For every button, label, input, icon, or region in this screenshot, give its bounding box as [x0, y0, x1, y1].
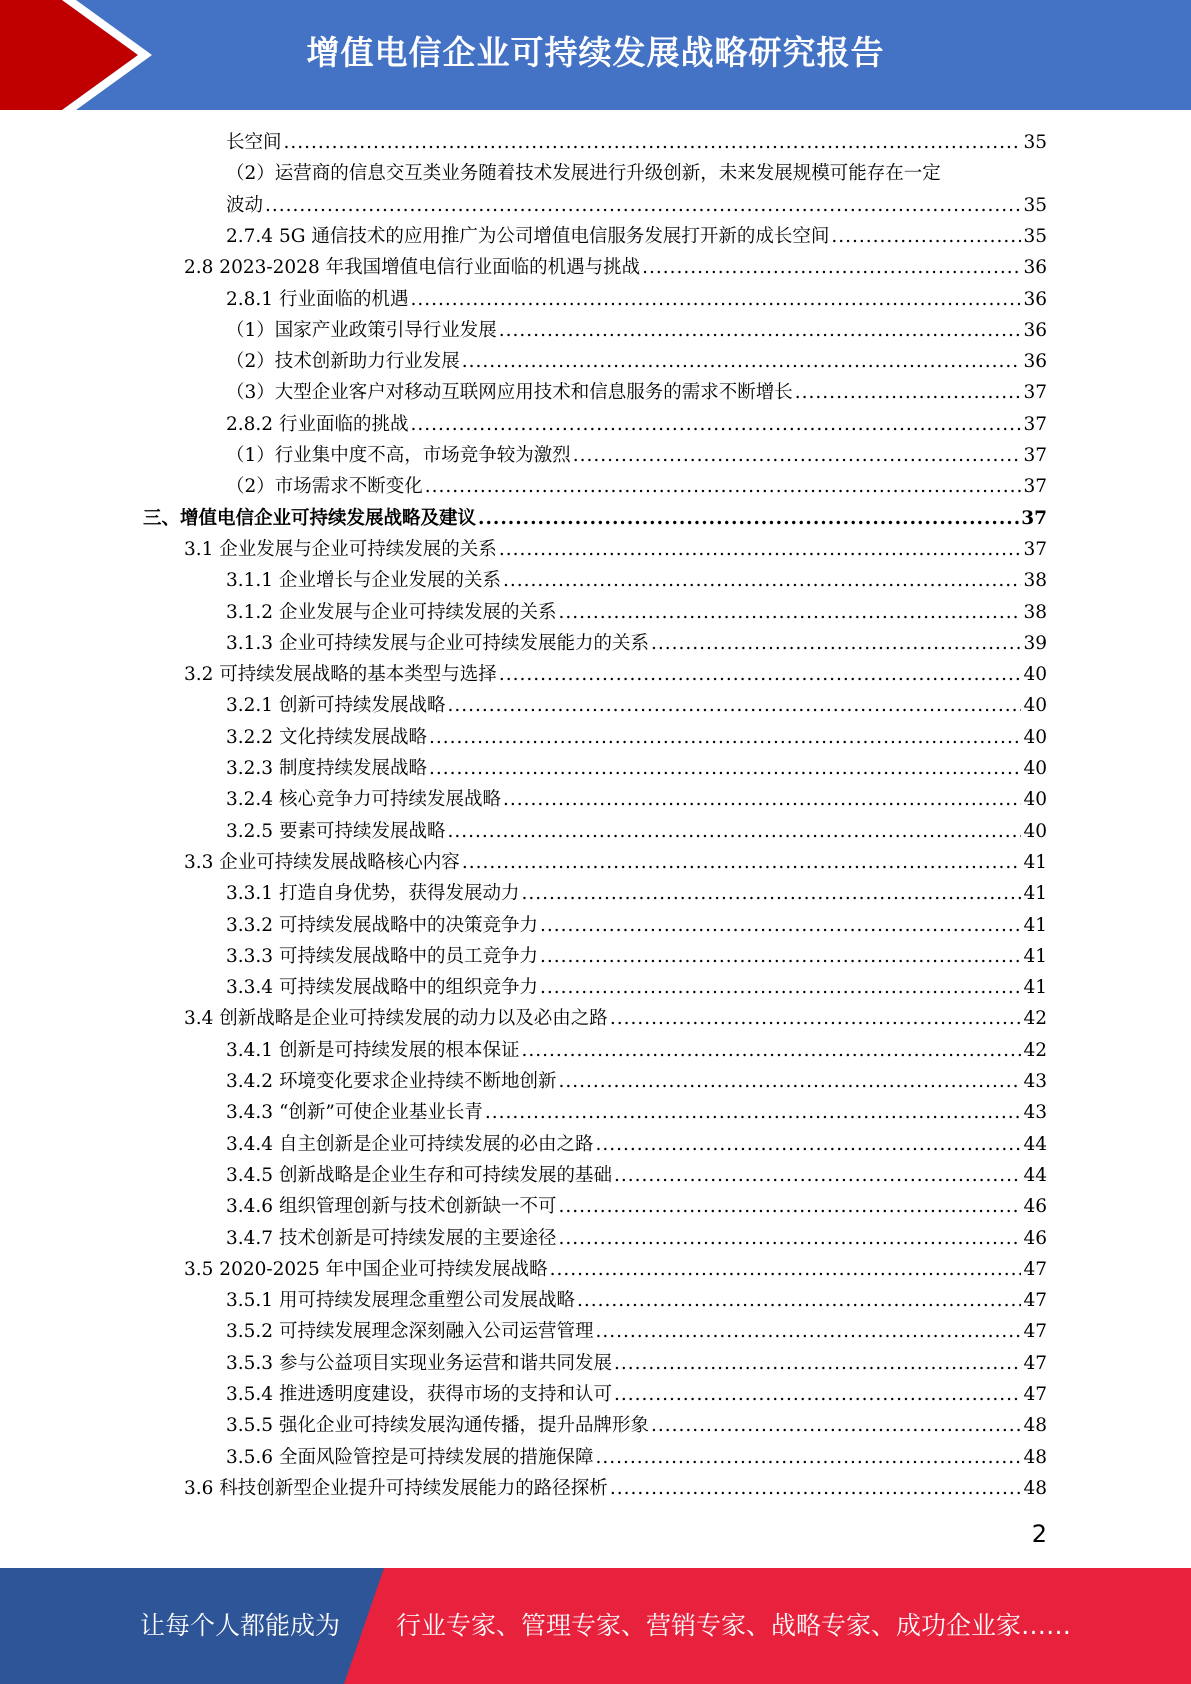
toc-leader-dots	[540, 910, 1021, 941]
toc-entry[interactable]	[226, 1410, 1047, 1441]
toc-entry-title: 3.4.5 创新战略是企业生存和可持续发展的基础	[226, 1164, 612, 1186]
toc-entry-page: 40	[1023, 820, 1047, 842]
toc-entry-title: 3.3.2 可持续发展战略中的决策竞争力	[226, 914, 538, 936]
toc-entry[interactable]	[226, 1379, 1047, 1410]
toc-entry-title: 波动	[226, 194, 264, 216]
toc-entry-page: 48	[1023, 1446, 1047, 1468]
toc-entry-page: 36	[1023, 351, 1047, 373]
toc-entry[interactable]	[226, 284, 1047, 315]
toc-entry-page: 47	[1023, 1384, 1047, 1405]
toc-entry-title: 3.3.4 可持续发展战略中的组织竞争力	[226, 977, 538, 999]
toc-leader-dots	[651, 628, 1021, 659]
toc-entry-title: 三、增值电信企业可持续发展战略及建议	[143, 507, 477, 529]
toc-entry[interactable]	[226, 1442, 1047, 1473]
toc-entry[interactable]	[226, 816, 1047, 847]
toc-entry-title: 3.2.2 文化持续发展战略	[226, 726, 427, 748]
toc-entry-title: 3.4 创新战略是企业可持续发展的动力以及必由之路	[184, 1008, 608, 1030]
toc-entry[interactable]	[226, 127, 1047, 158]
toc-entry-title: 2.8.1 行业面临的机遇	[226, 288, 409, 310]
toc-entry-title: 3.2.1 创新可持续发展战略	[226, 695, 446, 717]
toc-entry[interactable]	[226, 471, 1047, 502]
toc-entry-title: 3.5.2 可持续发展理念深刻融入公司运营管理	[226, 1321, 594, 1343]
toc-entry-title: 3.4.6 组织管理创新与技术创新缺一不可	[226, 1196, 557, 1218]
toc-entry-page: 37	[1023, 382, 1047, 404]
toc-entry[interactable]	[226, 377, 1047, 408]
toc-entry-page: 47	[1023, 1290, 1047, 1312]
toc-leader-dots	[831, 221, 1021, 252]
toc-entry-page: 40	[1023, 726, 1047, 748]
toc-entry[interactable]	[226, 753, 1047, 784]
toc-entry-page: 41	[1023, 914, 1047, 936]
toc-entry[interactable]	[226, 690, 1047, 721]
toc-entry[interactable]	[184, 847, 1047, 878]
toc-entry-page: 42	[1023, 1008, 1047, 1030]
toc-entry[interactable]	[226, 972, 1047, 1003]
toc-entry-title: 3.4.4 自主创新是企业可持续发展的必由之路	[226, 1133, 594, 1155]
toc-entry-title: 长空间	[226, 132, 282, 153]
toc-entry-page: 40	[1023, 664, 1047, 686]
toc-entry[interactable]	[143, 503, 1047, 534]
toc-entry-page: 37	[1023, 538, 1047, 560]
toc-leader-dots	[503, 565, 1021, 596]
toc-leader-dots	[595, 1129, 1021, 1160]
toc-entry-title: 3.2.4 核心竞争力可持续发展战略	[226, 789, 501, 811]
toc-leader-dots	[614, 1160, 1021, 1191]
toc-entry[interactable]	[226, 190, 1047, 221]
toc-leader-dots	[610, 1003, 1022, 1034]
toc-entry-title: 3.1.1 企业增长与企业发展的关系	[226, 570, 501, 592]
toc-leader-dots	[610, 1473, 1022, 1504]
toc-entry-page: 37	[1023, 413, 1047, 435]
page-number: 2	[1031, 1520, 1047, 1548]
toc-leader-dots	[573, 440, 1022, 471]
toc-entry[interactable]	[184, 1003, 1047, 1034]
toc-entry-page: 40	[1023, 789, 1047, 811]
toc-entry-title: 3.5.3 参与公益项目实现业务运营和谐共同发展	[226, 1352, 612, 1374]
toc-entry[interactable]	[226, 1066, 1047, 1097]
toc-entry-title: 3.4.1 创新是可持续发展的根本保证	[226, 1039, 520, 1061]
toc-leader-dots	[284, 127, 1022, 158]
toc-entry-page: 42	[1023, 1039, 1047, 1061]
toc-leader-dots	[795, 377, 1022, 408]
toc-entry[interactable]	[226, 1129, 1047, 1160]
toc-leader-dots	[521, 878, 1021, 909]
toc-entry-title: 3.5.6 全面风险管控是可持续发展的措施保障	[226, 1446, 594, 1468]
toc-entry-title: （3）大型企业客户对移动互联网应用技术和信息服务的需求不断增长	[226, 382, 793, 404]
toc-leader-dots	[499, 659, 1022, 690]
toc-entry[interactable]	[226, 1285, 1047, 1316]
toc-leader-dots	[478, 503, 1019, 534]
toc-entry[interactable]	[226, 1223, 1047, 1254]
footer-banner	[0, 1568, 1191, 1684]
header-banner	[0, 0, 1191, 110]
toc-entry[interactable]	[226, 941, 1047, 972]
toc-entry[interactable]	[226, 346, 1047, 377]
toc-leader-dots	[462, 847, 1022, 878]
toc-entry-title: 3.3.3 可持续发展战略中的员工竞争力	[226, 945, 538, 967]
toc-leader-dots	[558, 1191, 1021, 1222]
toc-entry-page: 48	[1023, 1477, 1047, 1499]
toc-entry-page: 36	[1023, 319, 1047, 341]
toc-leader-dots	[499, 534, 1022, 565]
toc-entry-page: 47	[1023, 1321, 1047, 1343]
toc-entry-title: 3.2.5 要素可持续发展战略	[226, 820, 446, 842]
toc-entry-page: 41	[1023, 851, 1047, 873]
toc-entry-page: 39	[1023, 632, 1047, 654]
toc-leader-dots	[499, 315, 1022, 346]
toc-entry-title: （2）技术创新助力行业发展	[226, 351, 460, 373]
toc-entry-title: 3.6 科技创新型企业提升可持续发展能力的路径探析	[184, 1477, 608, 1499]
toc-entry[interactable]	[226, 440, 1047, 471]
toc-entry-page: 36	[1023, 257, 1047, 279]
toc-leader-dots	[540, 941, 1021, 972]
toc-entry-page: 37	[1023, 476, 1047, 498]
toc-entry[interactable]	[226, 158, 1047, 189]
report-title: 增值电信企业可持续发展战略研究报告	[306, 33, 885, 72]
footer-slogan-left: 让每个人都能成为	[140, 1611, 341, 1640]
toc-entry[interactable]	[226, 722, 1047, 753]
toc-leader-dots	[577, 1285, 1021, 1316]
toc-entry-title: 3.5.4 推进透明度建设，获得市场的支持和认可	[226, 1384, 612, 1405]
toc-leader-dots	[558, 1223, 1021, 1254]
toc-leader-dots	[503, 784, 1021, 815]
toc-entry[interactable]	[226, 597, 1047, 628]
toc-entry-title: 3.1.2 企业发展与企业可持续发展的关系	[226, 601, 557, 623]
toc-entry-title: 3.4.3 “创新”可使企业基业长青	[226, 1102, 483, 1124]
toc-entry-title: 3.1 企业发展与企业可持续发展的关系	[184, 538, 497, 560]
toc-entry-page: 44	[1023, 1133, 1047, 1155]
toc-entry[interactable]	[226, 1097, 1047, 1128]
toc-entry-title: 3.2.3 制度持续发展战略	[226, 758, 427, 779]
toc-leader-dots	[429, 753, 1021, 784]
toc-leader-dots	[462, 346, 1022, 377]
toc-entry-page: 44	[1023, 1164, 1047, 1186]
toc-entry-title: 3.4.2 环境变化要求企业持续不断地创新	[226, 1071, 557, 1092]
toc-entry-page: 47	[1023, 1258, 1047, 1280]
toc-entry-title: 2.8 2023-2028 年我国增值电信行业面临的机遇与挑战	[184, 257, 641, 279]
toc-entry[interactable]	[226, 784, 1047, 815]
toc-entry[interactable]	[226, 315, 1047, 346]
toc-entry-page: 48	[1023, 1415, 1047, 1437]
toc-entry[interactable]	[184, 534, 1047, 565]
toc-entry-page: 38	[1023, 601, 1047, 623]
toc-entry-page: 35	[1023, 132, 1047, 153]
toc-leader-dots	[410, 284, 1021, 315]
toc-entry-title: 3.4.7 技术创新是可持续发展的主要途径	[226, 1227, 557, 1249]
toc-leader-dots	[447, 690, 1021, 721]
toc-entry-title: （2）市场需求不断变化	[226, 476, 423, 498]
toc-leader-dots	[521, 1035, 1021, 1066]
toc-leader-dots	[595, 1316, 1021, 1347]
toc-entry-title: （2）运营商的信息交互类业务随着技术发展进行升级创新，未来发展规模可能存在一定	[226, 163, 941, 185]
toc-entry-title: （1）国家产业政策引导行业发展	[226, 319, 497, 341]
toc-entry-page: 40	[1023, 695, 1047, 717]
toc-entry[interactable]	[184, 252, 1047, 283]
toc-entry[interactable]	[184, 659, 1047, 690]
toc-leader-dots	[425, 471, 1022, 502]
toc-entry-title: 3.5.1 用可持续发展理念重塑公司发展战略	[226, 1290, 575, 1312]
toc-entry[interactable]	[226, 628, 1047, 659]
toc-leader-dots	[540, 972, 1021, 1003]
toc-leader-dots	[410, 409, 1021, 440]
toc-entry-page: 40	[1023, 758, 1047, 779]
toc-leader-dots	[651, 1410, 1021, 1441]
toc-entry-title: 3.5 2020-2025 年中国企业可持续发展战略	[184, 1258, 548, 1280]
toc-entry[interactable]	[226, 1160, 1047, 1191]
toc-entry-page: 46	[1023, 1227, 1047, 1249]
toc-leader-dots	[429, 722, 1021, 753]
toc-entry-page: 38	[1023, 570, 1047, 592]
toc-entry[interactable]	[226, 1035, 1047, 1066]
toc-entry-title: 3.3.1 打造自身优势，获得发展动力	[226, 883, 520, 905]
toc-leader-dots	[558, 597, 1021, 628]
toc-entry[interactable]	[226, 409, 1047, 440]
toc-entry-page: 36	[1023, 288, 1047, 310]
toc-entry-page: 46	[1023, 1196, 1047, 1218]
toc-entry-page: 35	[1023, 194, 1047, 216]
toc-entry-page: 35	[1023, 225, 1047, 247]
toc-leader-dots	[485, 1097, 1022, 1128]
toc-entry-page: 37	[1023, 445, 1047, 466]
toc-leader-dots	[558, 1066, 1021, 1097]
toc-leader-dots	[614, 1379, 1021, 1410]
toc-entry[interactable]	[226, 565, 1047, 596]
toc-leader-dots	[447, 816, 1021, 847]
toc-entry-title: 2.8.2 行业面临的挑战	[226, 413, 409, 435]
toc-entry[interactable]	[184, 1473, 1047, 1504]
toc-entry-page: 41	[1023, 977, 1047, 999]
toc-entry-title: 3.1.3 企业可持续发展与企业可持续发展能力的关系	[226, 632, 649, 654]
toc-entry-title: 3.3 企业可持续发展战略核心内容	[184, 851, 460, 873]
toc-leader-dots	[265, 190, 1021, 221]
toc-entry[interactable]	[226, 221, 1047, 252]
toc-entry-page: 43	[1023, 1102, 1047, 1124]
toc-entry-title: 3.2 可持续发展战略的基本类型与选择	[184, 664, 497, 686]
toc-entry-page: 37	[1021, 507, 1047, 529]
toc-leader-dots	[614, 1348, 1021, 1379]
toc-entry-page: 47	[1023, 1352, 1047, 1374]
toc-entry[interactable]	[226, 1348, 1047, 1379]
toc-entry-title: （1）行业集中度不高，市场竞争较为激烈	[226, 445, 571, 466]
toc-leader-dots	[642, 252, 1021, 283]
toc-leader-dots	[595, 1442, 1021, 1473]
toc-entry[interactable]	[226, 910, 1047, 941]
toc-entry-page: 41	[1023, 883, 1047, 905]
toc-entry-title: 2.7.4 5G 通信技术的应用推广为公司增值电信服务发展打开新的成长空间	[226, 225, 830, 247]
toc-entry-page: 41	[1023, 945, 1047, 967]
toc-entry-title: 3.5.5 强化企业可持续发展沟通传播，提升品牌形象	[226, 1415, 649, 1437]
footer-slogan-right: 行业专家、管理专家、营销专家、战略专家、成功企业家……	[396, 1611, 1072, 1640]
toc-entry-page: 43	[1023, 1071, 1047, 1092]
toc-entry[interactable]	[226, 878, 1047, 909]
toc-entry[interactable]	[226, 1316, 1047, 1347]
toc-entry[interactable]	[184, 1254, 1047, 1285]
toc-leader-dots	[550, 1254, 1022, 1285]
toc-entry[interactable]	[226, 1191, 1047, 1222]
